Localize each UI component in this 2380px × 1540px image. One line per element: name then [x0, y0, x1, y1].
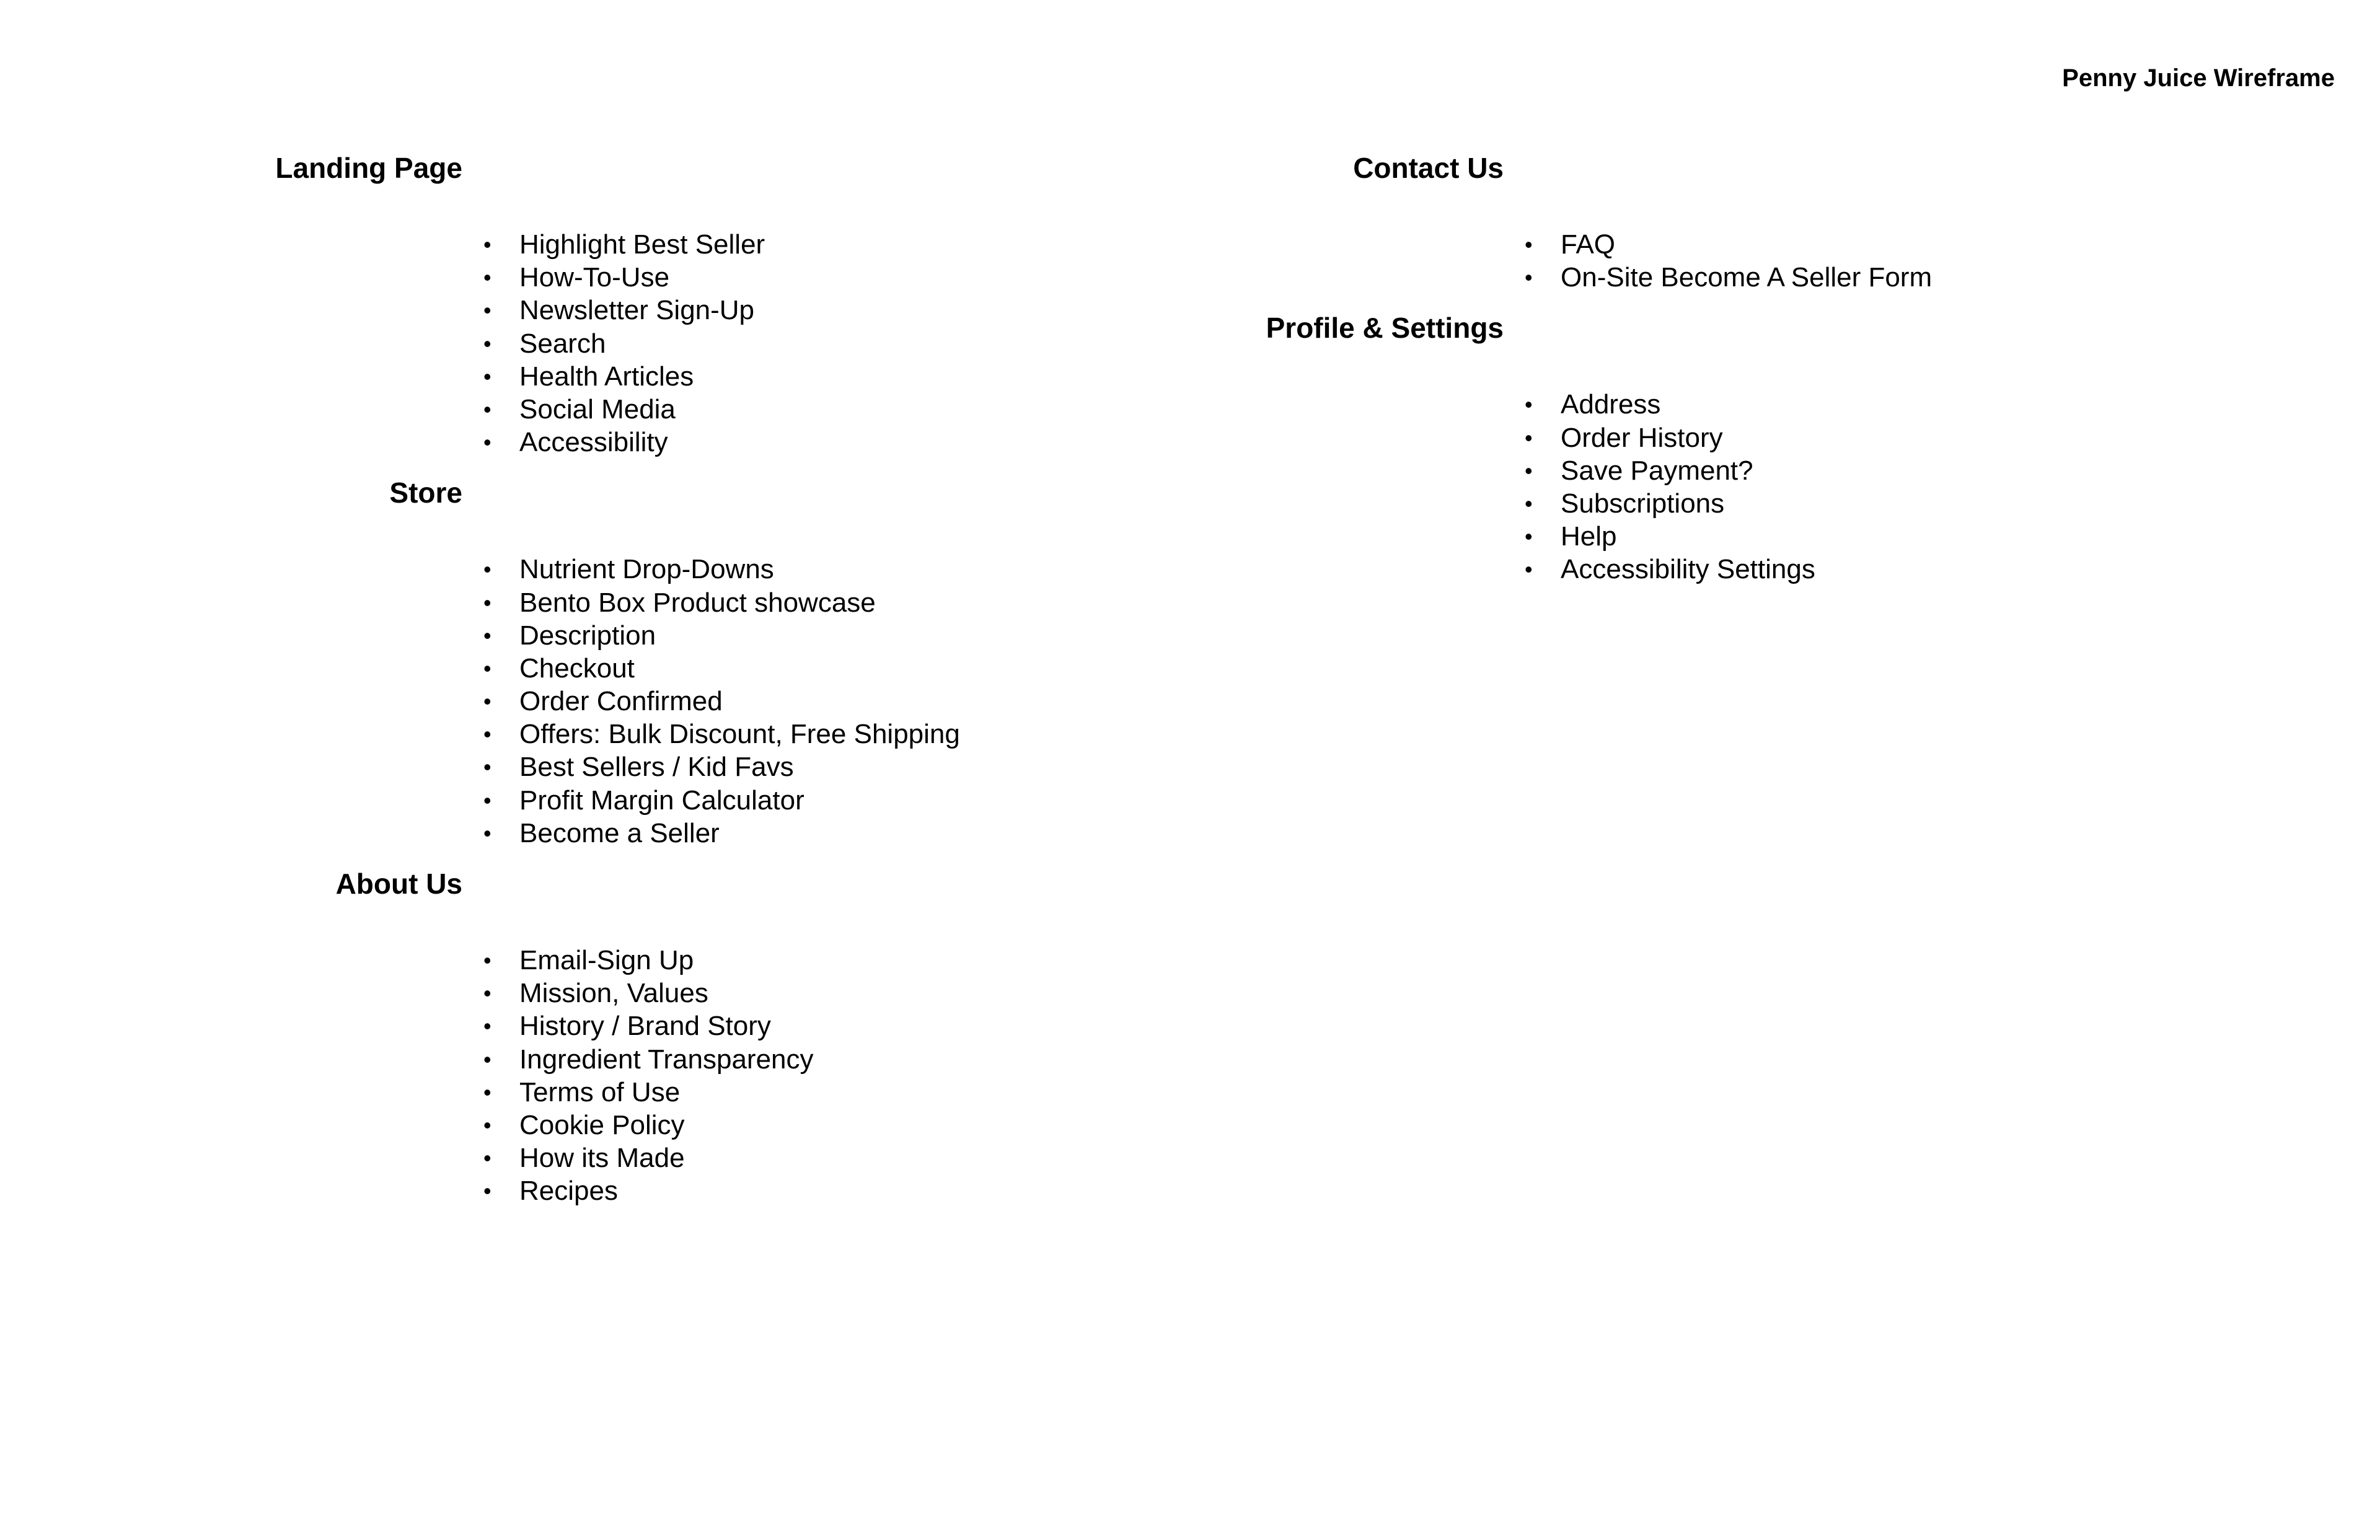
bullet-icon: •: [1525, 524, 1533, 550]
left-column: [0, 150, 1190, 1224]
list-item-text: Address: [1561, 389, 1661, 420]
bullet-list: [1030, 228, 2270, 294]
bullet-icon: •: [1525, 457, 1533, 483]
list-item: [483, 1076, 1190, 1109]
list-item-text: How its Made: [519, 1143, 685, 1174]
list-item: [483, 784, 1190, 817]
list-item: [1525, 553, 2270, 586]
bullet-icon: •: [1525, 392, 1533, 418]
list-item-text: FAQ: [1561, 229, 1616, 260]
bullet-icon: •: [483, 363, 491, 389]
section-heading: Contact Us: [1353, 152, 1504, 184]
bullet-icon: •: [483, 265, 491, 291]
list-item: [1525, 388, 2270, 421]
list-item: [483, 685, 1190, 718]
section-heading: Landing Page: [275, 152, 462, 184]
bullet-icon: •: [483, 980, 491, 1006]
section-heading: Profile & Settings: [1266, 312, 1504, 345]
bullet-icon: •: [483, 721, 491, 747]
section-about-us: [0, 866, 1190, 1208]
bullet-icon: •: [483, 1178, 491, 1204]
list-item-text: Checkout: [519, 653, 635, 684]
list-item: [483, 750, 1190, 783]
list-item: [1525, 261, 2270, 294]
list-item-text: Order History: [1561, 422, 1723, 453]
list-item-text: Email-Sign Up: [519, 945, 694, 975]
bullet-icon: •: [483, 232, 491, 257]
bullet-icon: •: [483, 622, 491, 648]
bullet-icon: •: [483, 754, 491, 780]
list-item-text: Accessibility: [519, 427, 668, 458]
list-item-text: Search: [519, 328, 606, 359]
bullet-icon: •: [483, 1046, 491, 1072]
bullet-list: [0, 944, 1190, 1208]
bullet-icon: •: [483, 1079, 491, 1105]
bullet-icon: •: [483, 297, 491, 323]
list-item: [483, 977, 1190, 1010]
section-heading: About Us: [335, 868, 462, 900]
list-item-text: Mission, Values: [519, 978, 708, 1009]
list-item-text: Nutrient Drop-Downs: [519, 554, 774, 585]
bullet-icon: •: [483, 787, 491, 813]
section-landing-page: [0, 150, 1190, 459]
list-item: [1525, 421, 2270, 454]
list-item-text: Social Media: [519, 394, 676, 425]
list-item: [483, 944, 1190, 977]
bullet-icon: •: [483, 429, 491, 455]
bullet-icon: •: [483, 1112, 491, 1138]
bullet-icon: •: [1525, 425, 1533, 451]
section-profile-settings: [1030, 310, 2270, 586]
bullet-icon: •: [483, 1145, 491, 1171]
bullet-icon: •: [1525, 490, 1533, 516]
list-item: [483, 718, 1190, 750]
bullet-icon: •: [483, 820, 491, 846]
list-item-text: Bento Box Product showcase: [519, 587, 876, 618]
list-item-text: Help: [1561, 521, 1617, 552]
list-item-text: Accessibility Settings: [1561, 554, 1815, 585]
bullet-icon: •: [1525, 557, 1533, 583]
bullet-icon: •: [483, 330, 491, 356]
list-item-text: On-Site Become A Seller Form: [1561, 262, 1933, 293]
list-item: [483, 1174, 1190, 1207]
bullet-icon: •: [483, 948, 491, 973]
list-item-text: Profit Margin Calculator: [519, 785, 804, 816]
list-item: [483, 817, 1190, 850]
list-item: [1525, 228, 2270, 261]
list-item-text: Cookie Policy: [519, 1109, 685, 1140]
bullet-icon: •: [483, 655, 491, 681]
section-contact-us: [1030, 150, 2270, 294]
list-item-text: Offers: Bulk Discount, Free Shipping: [519, 719, 960, 750]
list-item-text: Terms of Use: [519, 1076, 681, 1107]
bullet-list: [1030, 388, 2270, 586]
bullet-icon: •: [1525, 232, 1533, 257]
bullet-icon: •: [483, 589, 491, 615]
list-item: [483, 1043, 1190, 1076]
bullet-icon: •: [483, 557, 491, 583]
list-item-text: Order Confirmed: [519, 686, 723, 717]
list-item-text: Become a Seller: [519, 817, 720, 848]
list-item: [483, 1010, 1190, 1042]
list-item-text: Best Sellers / Kid Favs: [519, 752, 794, 783]
bullet-icon: •: [483, 1013, 491, 1039]
list-item-text: Subscriptions: [1561, 488, 1725, 519]
list-item-text: Description: [519, 620, 656, 651]
list-item: [483, 1109, 1190, 1142]
list-item-text: Ingredient Transparency: [519, 1044, 814, 1075]
list-item: [483, 619, 1190, 652]
list-item-text: History / Brand Story: [519, 1011, 771, 1042]
list-item: [483, 652, 1190, 685]
list-item: [1525, 454, 2270, 487]
section-heading: Store: [389, 477, 462, 509]
list-item-text: Save Payment?: [1561, 455, 1753, 486]
bullet-icon: •: [483, 689, 491, 715]
list-item-text: Newsletter Sign-Up: [519, 295, 755, 326]
list-item-text: Highlight Best Seller: [519, 229, 765, 260]
list-item-text: Health Articles: [519, 361, 694, 392]
list-item: [1525, 520, 2270, 553]
section-store: [0, 475, 1190, 850]
bullet-icon: •: [483, 396, 491, 422]
bullet-list: [0, 228, 1190, 459]
list-item: [483, 1142, 1190, 1174]
list-item-text: Recipes: [519, 1176, 618, 1207]
right-column: [1030, 150, 2270, 602]
list-item: [1525, 487, 2270, 520]
list-item-text: How-To-Use: [519, 262, 670, 293]
document-title: Penny Juice Wireframe: [2062, 64, 2335, 92]
bullet-list: [0, 553, 1190, 850]
bullet-icon: •: [1525, 265, 1533, 291]
